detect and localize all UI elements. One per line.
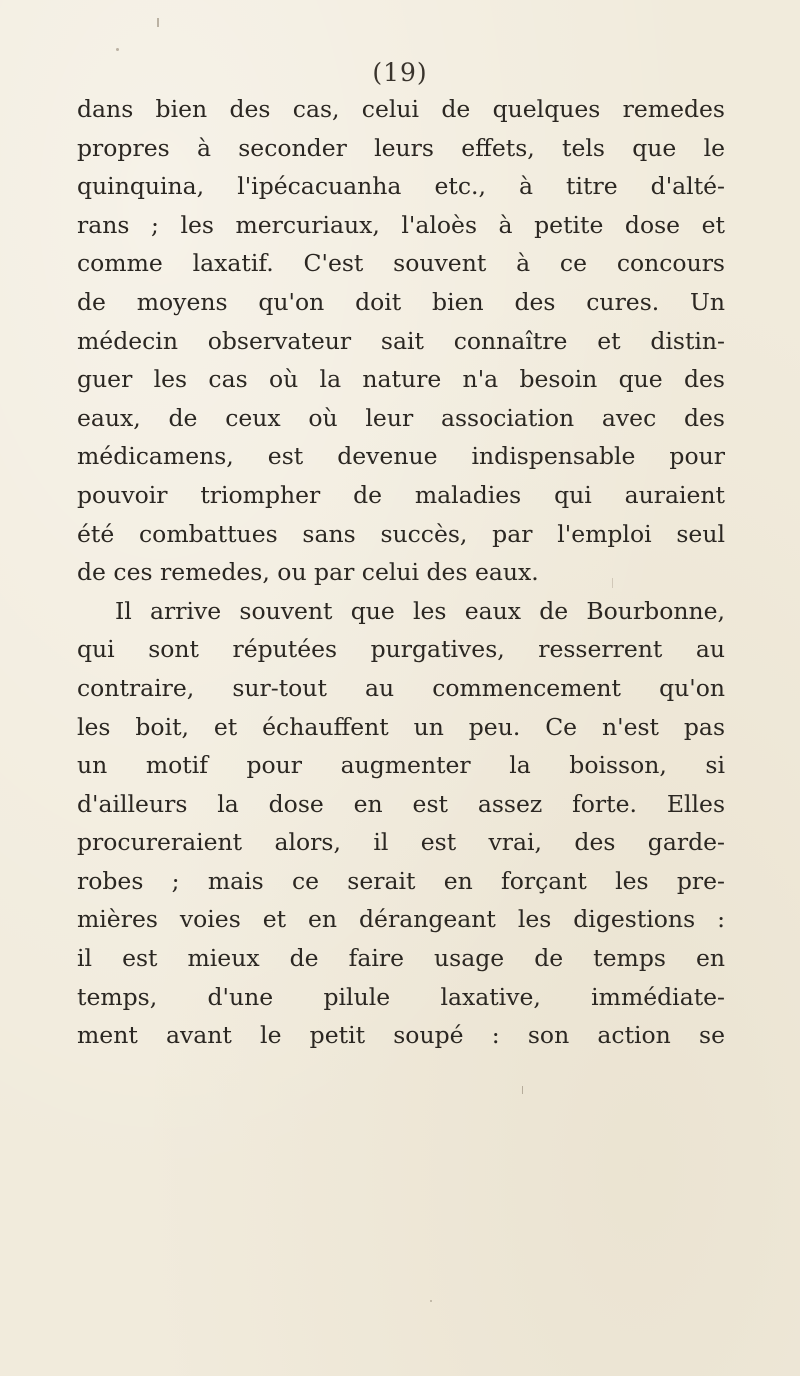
text-line: médecin observateur sait connaître et distin- (77, 326, 725, 355)
text-line: médicamens, est devenue indispensable pour (77, 442, 725, 471)
text-line: qui sont réputées purgatives, resserrent au (77, 635, 725, 664)
text-line: ment avant le petit soupé : son action se (77, 1021, 725, 1050)
text-line: procureraient alors, il est vrai, des garde- (77, 828, 725, 857)
body-text (77, 90, 725, 1055)
text-line: mières voies et en dérangeant les digestions : (77, 905, 725, 934)
paragraph-first-line: Il arrive souvent que les eaux de Bourbonne, (115, 596, 725, 625)
text-line: rans ; les mercuriaux, l'aloès à petite dose et (77, 210, 725, 239)
text-line: comme laxatif. C'est souvent à ce concours (77, 249, 725, 278)
paper-speck (430, 1300, 432, 1302)
text-line: contraire, sur-tout au commencement qu'on (77, 673, 725, 702)
paper-speck (612, 578, 613, 588)
text-line: propres à seconder leurs effets, tels que le (77, 133, 725, 162)
text-line: pouvoir triompher de maladies qui auraient (77, 480, 725, 509)
paper-speck (522, 1086, 523, 1094)
text-line: eaux, de ceux où leur association avec des (77, 403, 725, 432)
page-number: (19) (372, 58, 428, 87)
text-line: de ces remedes, ou par celui des eaux. (77, 558, 539, 587)
text-line: temps, d'une pilule laxative, immédiate- (77, 982, 725, 1011)
text-line: de moyens qu'on doit bien des cures. Un (77, 287, 725, 316)
text-line: guer les cas où la nature n'a besoin que des (77, 365, 725, 394)
text-line: il est mieux de faire usage de temps en (77, 944, 725, 973)
text-line: d'ailleurs la dose en est assez forte. Elles (77, 789, 725, 818)
paper-speck (157, 18, 159, 27)
text-line: quinquina, l'ipécacuanha etc., à titre d'alté- (77, 172, 725, 201)
paper-speck (116, 48, 119, 51)
text-line: un motif pour augmenter la boisson, si (77, 751, 725, 780)
text-line: les boit, et échauffent un peu. Ce n'est pas (77, 712, 725, 741)
text-line: dans bien des cas, celui de quelques remedes (77, 95, 725, 123)
text-line: été combattues sans succès, par l'emploi seul (77, 519, 725, 548)
text-line: robes ; mais ce serait en forçant les pre- (77, 866, 725, 895)
